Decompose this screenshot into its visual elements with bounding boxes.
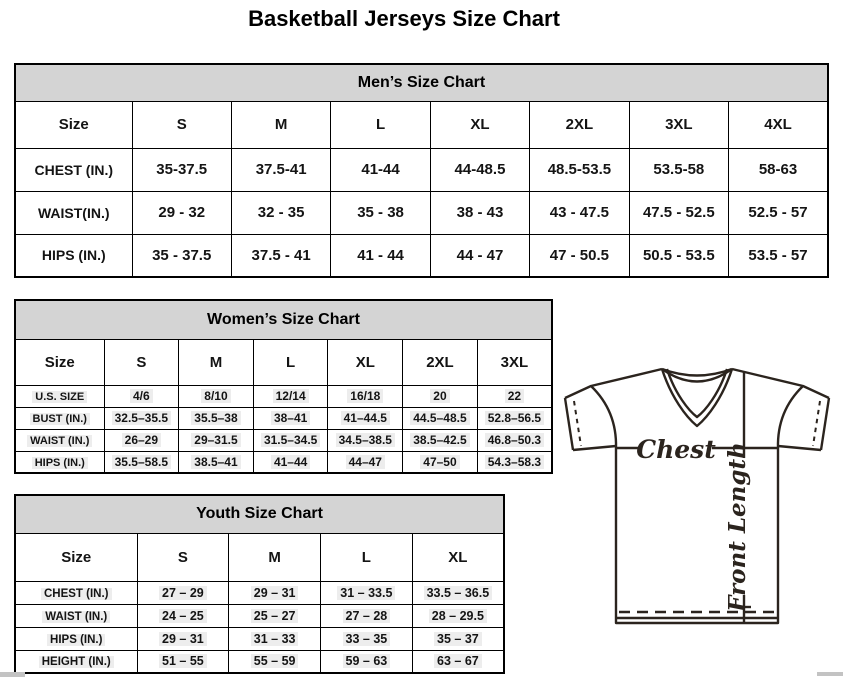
table-row bbox=[15, 407, 552, 429]
column-header-row bbox=[15, 533, 504, 581]
value-cell: 32 - 35 bbox=[231, 191, 330, 234]
value-cell: 35.5–58.5 bbox=[104, 451, 179, 473]
column-header: L bbox=[321, 533, 413, 581]
value-cell: 12/14 bbox=[253, 385, 328, 407]
value-cell: 27 – 29 bbox=[137, 581, 229, 604]
table-title: Youth Size Chart bbox=[15, 495, 504, 533]
value-cell: 44–47 bbox=[328, 451, 403, 473]
mens-size-table bbox=[14, 63, 829, 278]
value-cell: 38 - 43 bbox=[430, 191, 529, 234]
bottom-right-fragment bbox=[817, 672, 843, 676]
column-header: S bbox=[137, 533, 229, 581]
column-header: XL bbox=[430, 101, 529, 148]
value-cell: 38.5–42.5 bbox=[403, 429, 478, 451]
column-header: 2XL bbox=[530, 101, 629, 148]
column-header: Size bbox=[15, 101, 132, 148]
value-cell: 37.5-41 bbox=[231, 148, 330, 191]
value-cell: 59 – 63 bbox=[321, 650, 413, 673]
value-cell: 35 - 38 bbox=[331, 191, 430, 234]
value-cell: 44.5–48.5 bbox=[403, 407, 478, 429]
column-header: Size bbox=[15, 339, 104, 385]
value-cell: 25 – 27 bbox=[229, 604, 321, 627]
column-header: Size bbox=[15, 533, 137, 581]
value-cell: 8/10 bbox=[179, 385, 254, 407]
value-cell: 32.5–35.5 bbox=[104, 407, 179, 429]
value-cell: 52.5 - 57 bbox=[729, 191, 828, 234]
table-row bbox=[15, 234, 828, 277]
value-cell: 51 – 55 bbox=[137, 650, 229, 673]
table-row bbox=[15, 627, 504, 650]
womens-size-table bbox=[14, 299, 553, 474]
value-cell: 41–44 bbox=[253, 451, 328, 473]
row-label: WAIST(IN.) bbox=[15, 191, 132, 234]
column-header: L bbox=[331, 101, 430, 148]
value-cell: 44 - 47 bbox=[430, 234, 529, 277]
value-cell: 33 – 35 bbox=[321, 627, 413, 650]
value-cell: 38–41 bbox=[253, 407, 328, 429]
column-header: 2XL bbox=[403, 339, 478, 385]
value-cell: 47 - 50.5 bbox=[530, 234, 629, 277]
value-cell: 20 bbox=[403, 385, 478, 407]
column-header: 3XL bbox=[629, 101, 728, 148]
table-row bbox=[15, 604, 504, 627]
table-row bbox=[15, 429, 552, 451]
value-cell: 47.5 - 52.5 bbox=[629, 191, 728, 234]
jersey-outline-icon bbox=[565, 369, 829, 623]
value-cell: 41-44 bbox=[331, 148, 430, 191]
value-cell: 53.5 - 57 bbox=[729, 234, 828, 277]
table-title: Women’s Size Chart bbox=[15, 300, 552, 339]
value-cell: 26–29 bbox=[104, 429, 179, 451]
column-header-row bbox=[15, 101, 828, 148]
table-row bbox=[15, 581, 504, 604]
value-cell: 58-63 bbox=[729, 148, 828, 191]
value-cell: 35-37.5 bbox=[132, 148, 231, 191]
column-header: M bbox=[229, 533, 321, 581]
value-cell: 47–50 bbox=[403, 451, 478, 473]
bottom-left-fragment bbox=[0, 672, 25, 677]
column-header: XL bbox=[328, 339, 403, 385]
value-cell: 24 – 25 bbox=[137, 604, 229, 627]
table-row bbox=[15, 148, 828, 191]
value-cell: 35 - 37.5 bbox=[132, 234, 231, 277]
jersey-diagram bbox=[555, 355, 843, 679]
column-header: M bbox=[231, 101, 330, 148]
value-cell: 16/18 bbox=[328, 385, 403, 407]
table-row bbox=[15, 451, 552, 473]
front-length-label: Front Length bbox=[724, 442, 751, 612]
table-row bbox=[15, 650, 504, 673]
value-cell: 29–31.5 bbox=[179, 429, 254, 451]
value-cell: 29 – 31 bbox=[229, 581, 321, 604]
value-cell: 53.5-58 bbox=[629, 148, 728, 191]
row-label: HEIGHT (IN.) bbox=[15, 650, 137, 673]
value-cell: 41–44.5 bbox=[328, 407, 403, 429]
column-header-row bbox=[15, 339, 552, 385]
column-header: M bbox=[179, 339, 254, 385]
row-label: HIPS (IN.) bbox=[15, 234, 132, 277]
table-row bbox=[15, 385, 552, 407]
column-header: S bbox=[132, 101, 231, 148]
value-cell: 44-48.5 bbox=[430, 148, 529, 191]
column-header: 4XL bbox=[729, 101, 828, 148]
row-label: WAIST (IN.) bbox=[15, 604, 137, 627]
page-title: Basketball Jerseys Size Chart bbox=[248, 6, 560, 31]
value-cell: 46.8–50.3 bbox=[477, 429, 552, 451]
row-label: BUST (IN.) bbox=[15, 407, 104, 429]
value-cell: 22 bbox=[477, 385, 552, 407]
value-cell: 34.5–38.5 bbox=[328, 429, 403, 451]
row-label: CHEST (IN.) bbox=[15, 581, 137, 604]
value-cell: 50.5 - 53.5 bbox=[629, 234, 728, 277]
value-cell: 52.8–56.5 bbox=[477, 407, 552, 429]
column-header: XL bbox=[412, 533, 504, 581]
value-cell: 37.5 - 41 bbox=[231, 234, 330, 277]
row-label: HIPS (IN.) bbox=[15, 627, 137, 650]
row-label: CHEST (IN.) bbox=[15, 148, 132, 191]
column-header: L bbox=[253, 339, 328, 385]
value-cell: 31 – 33 bbox=[229, 627, 321, 650]
column-header: 3XL bbox=[477, 339, 552, 385]
table-title: Men’s Size Chart bbox=[15, 64, 828, 101]
value-cell: 63 – 67 bbox=[412, 650, 504, 673]
column-header: S bbox=[104, 339, 179, 385]
chest-label: Chest bbox=[636, 435, 716, 464]
row-label: U.S. SIZE bbox=[15, 385, 104, 407]
value-cell: 29 – 31 bbox=[137, 627, 229, 650]
value-cell: 31.5–34.5 bbox=[253, 429, 328, 451]
value-cell: 33.5 – 36.5 bbox=[412, 581, 504, 604]
value-cell: 55 – 59 bbox=[229, 650, 321, 673]
value-cell: 48.5-53.5 bbox=[530, 148, 629, 191]
value-cell: 54.3–58.3 bbox=[477, 451, 552, 473]
value-cell: 38.5–41 bbox=[179, 451, 254, 473]
value-cell: 43 - 47.5 bbox=[530, 191, 629, 234]
value-cell: 41 - 44 bbox=[331, 234, 430, 277]
row-label: WAIST (IN.) bbox=[15, 429, 104, 451]
youth-size-table bbox=[14, 494, 505, 674]
value-cell: 4/6 bbox=[104, 385, 179, 407]
value-cell: 27 – 28 bbox=[321, 604, 413, 627]
value-cell: 35 – 37 bbox=[412, 627, 504, 650]
value-cell: 31 – 33.5 bbox=[321, 581, 413, 604]
value-cell: 29 - 32 bbox=[132, 191, 231, 234]
value-cell: 28 – 29.5 bbox=[412, 604, 504, 627]
row-label: HIPS (IN.) bbox=[15, 451, 104, 473]
table-row bbox=[15, 191, 828, 234]
value-cell: 35.5–38 bbox=[179, 407, 254, 429]
